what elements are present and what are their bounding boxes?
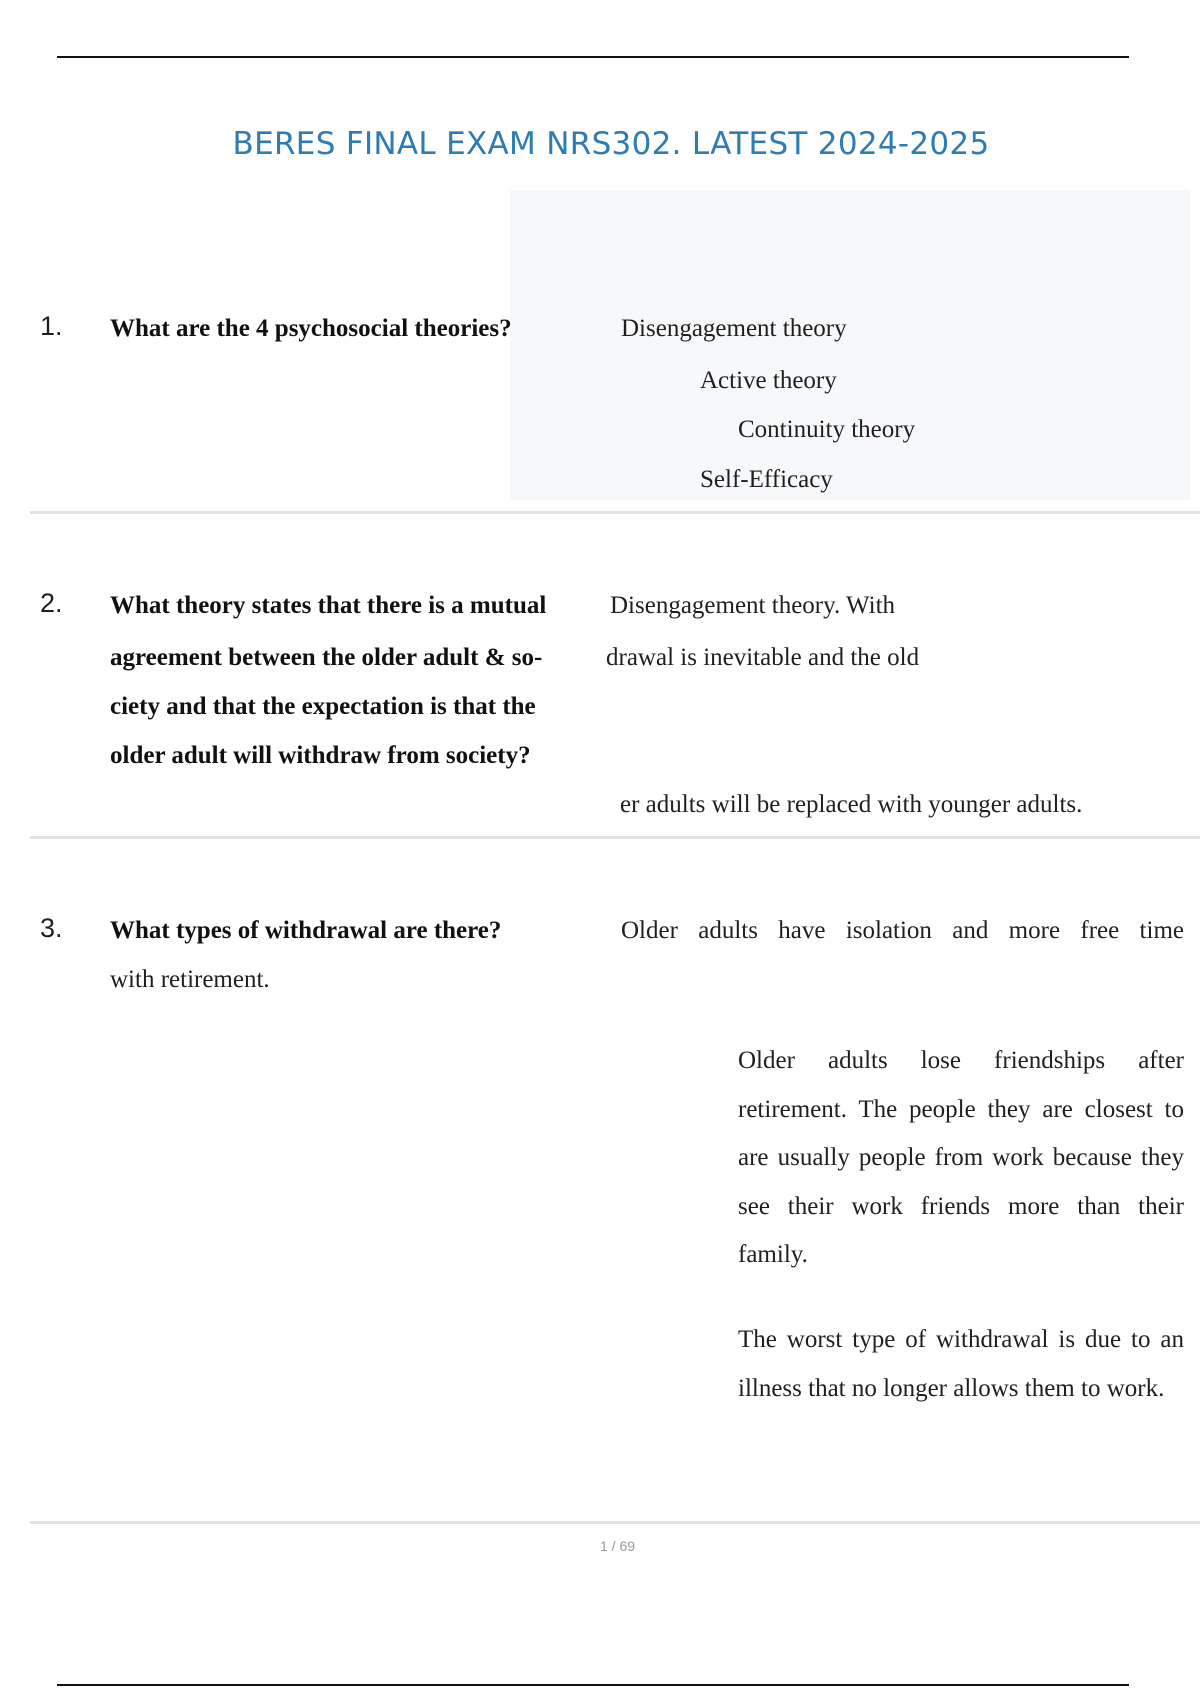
page-title: BERES FINAL EXAM NRS302. LATEST 2024-2025 (232, 126, 990, 162)
question-number: 1. (40, 311, 63, 341)
footer-rule (57, 1684, 1129, 1686)
header-rule (57, 56, 1129, 58)
answer-line: Active theory (700, 367, 837, 394)
answer-line: Disengagement theory (621, 315, 847, 342)
question-number: 2. (40, 588, 63, 618)
answer-paragraph: Older adults lose friendships after retirement. The people they are closest to are usually people from work because they see their work friends more than their family. (738, 1047, 1184, 1268)
answer-line: Disengagement theory. With (610, 592, 896, 619)
section-divider (30, 511, 1200, 514)
answer-highlight-area (510, 190, 1190, 500)
answer-line: er adults will be replaced with younger adults. (620, 791, 1083, 818)
question-text: ciety and that the expectation is that the (110, 693, 536, 720)
question-text: older adult will withdraw from society? (110, 742, 531, 769)
answer-line: Older adults have isolation and more free time (621, 917, 1184, 944)
answer-line: drawal is inevitable and the old (606, 644, 920, 671)
question-text: agreement between the older adult & so- (110, 644, 543, 671)
section-divider (30, 1521, 1200, 1524)
section-divider (30, 836, 1200, 839)
question-text: What are the 4 psychosocial theories? (110, 315, 512, 342)
answer-paragraph: The worst type of withdrawal is due to an illness that no longer allows them to work. (738, 1326, 1184, 1402)
question-text: What theory states that there is a mutual (110, 592, 547, 619)
answer-line: Self-Efficacy (700, 466, 833, 493)
answer-line: Continuity theory (738, 416, 916, 443)
answer-line: with retirement. (110, 966, 270, 993)
page-number: 1 / 69 (599, 1538, 636, 1554)
question-text: What types of withdrawal are there? (110, 917, 502, 944)
question-number: 3. (40, 913, 63, 943)
